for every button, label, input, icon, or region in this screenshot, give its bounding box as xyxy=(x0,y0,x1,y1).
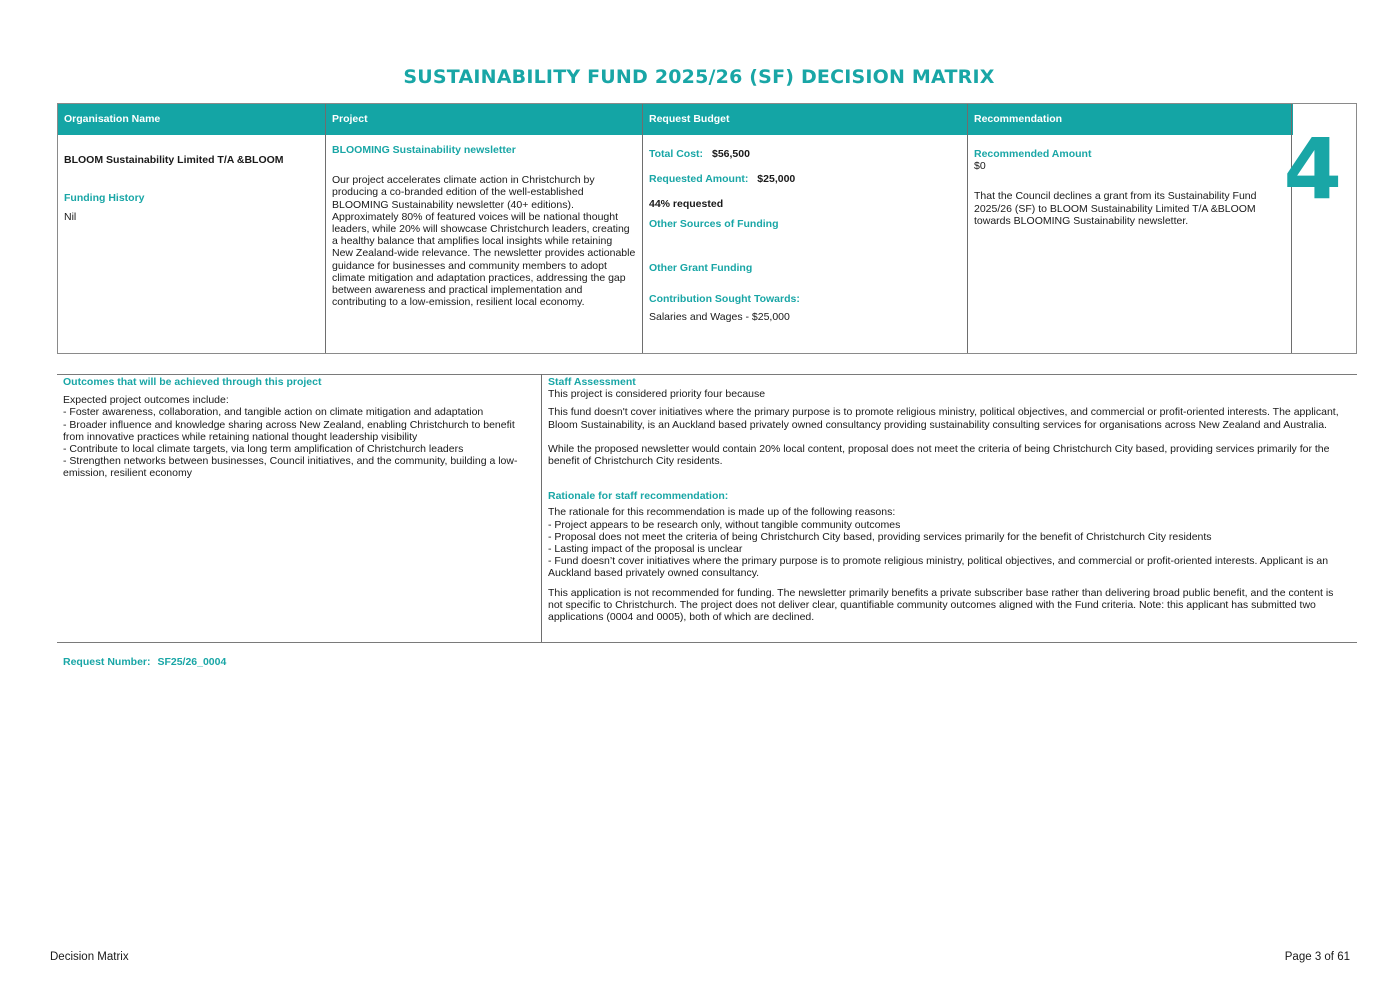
header-organisation: Organisation Name xyxy=(58,104,326,135)
outcomes-intro: Expected project outcomes include: xyxy=(63,394,229,407)
outcomes-panel xyxy=(63,376,531,480)
rationale-item: - Project appears to be research only, without tangible community outcomes xyxy=(548,518,901,531)
outcome-item: - Foster awareness, collaboration, and tangible action on climate mitigation and adaptation xyxy=(63,406,484,419)
page-number: Page 3 of 61 xyxy=(1284,951,1350,963)
organisation-cell xyxy=(58,135,325,353)
funding-history-value: Nil xyxy=(64,211,77,224)
page-title: SUSTAINABILITY FUND 2025/26 (SF) DECISION MATRIX xyxy=(403,66,995,88)
project-description: Our project accelerates climate action in Christchurch by producing a co-branded edition of the well-established BLOOMING Sustainability newsletter (40+ editions). Approximately 80% of featured voices will be national thought leaders, while 20% will showcase Christchurch leaders, creating a healthy balance that amplifies local insights while retaining New Zealand-wide relevance. The newsletter provides actionable guidance for businesses and community members to adopt climate mitigation and adaptation practices, addressing the gap between awareness and practical implementation and contributing to a low-emission, resilient local economy. xyxy=(332,174,636,309)
project-title: BLOOMING Sustainability newsletter xyxy=(332,144,516,156)
assessment-section xyxy=(57,374,1357,642)
requested-amount-value: $25,000 xyxy=(757,173,796,186)
priority-number: 4 xyxy=(1283,120,1342,218)
conclusion-paragraph: This application is not recommended for funding. The newsletter primarily benefits a private subscriber base rather than delivering broad public benefit, and the content is not specific to Christchurch. The project does not deliver clear, quantifiable community outcomes aligned with the Fund criteria. Note: this applicant has submitted two applications (0004 and 0005), both of which are declined. xyxy=(548,586,1334,624)
outcome-item: - Contribute to local climate targets, via long term amplification of Christchurch leaders xyxy=(63,443,464,456)
rationale-heading: Rationale for staff recommendation: xyxy=(548,490,729,503)
section-top-border xyxy=(57,374,1357,375)
contribution-value: Salaries and Wages - $25,000 xyxy=(649,311,790,324)
recommendation-cell xyxy=(968,135,1291,353)
outcome-item: - Strengthen networks between businesses, Council initiatives, and the community, building a low-emission, resilient economy xyxy=(63,455,518,480)
budget-cell xyxy=(643,135,967,353)
total-cost-value: $56,500 xyxy=(711,148,750,160)
other-sources-label: Other Sources of Funding xyxy=(649,217,779,230)
project-cell xyxy=(326,135,642,353)
rationale-intro: The rationale for this recommendation is made up of the following reasons: xyxy=(548,506,896,519)
staff-paragraph: This fund doesn't cover initiatives where the primary purpose is to promote religious ministry, political objectives, and commercial or profit-oriented interests. The applicant, Bloom Sustainability, is an Auckland based privately owned consultancy providing sustainability consulting services for organisations across New Zealand and Australia. xyxy=(548,406,1339,431)
organisation-name: BLOOM Sustainability Limited T/A &BLOOM xyxy=(64,154,284,166)
rationale-item: - Fund doesn’t cover initiatives where the primary purpose is to promote religious ministry, political objectives, and commercial or profit-oriented interests. Applicant is an Auckland based privately owned consultancy. xyxy=(548,555,1329,580)
outcome-item: - Broader influence and knowledge sharing across New Zealand, enabling Christchurch to benefit from innovative practices while retaining national thought leadership visibility xyxy=(63,418,515,443)
staff-assessment-panel xyxy=(548,376,1350,623)
header-project: Project xyxy=(326,104,643,135)
recommendation-text: That the Council declines a grant from its Sustainability Fund 2025/26 (SF) to BLOOM Sustainability Limited T/A &BLOOM towards BLOOMING Sustainability newsletter. xyxy=(974,190,1257,227)
section-bottom-border xyxy=(57,642,1357,643)
other-grant-label: Other Grant Funding xyxy=(649,261,753,274)
footer-left: Decision Matrix xyxy=(50,951,129,963)
total-cost-label: Total Cost: xyxy=(649,148,704,160)
priority-line: This project is considered priority four because xyxy=(548,388,766,401)
funding-history-label: Funding History xyxy=(64,192,145,205)
rationale-item: - Proposal does not meet the criteria of being Christchurch City based, providing services primarily for the benefit of Christchurch City residents xyxy=(548,530,1212,543)
rationale-item: - Lasting impact of the proposal is unclear xyxy=(548,543,743,556)
decision-matrix-table xyxy=(57,103,1357,354)
percent-requested: 44% requested xyxy=(649,198,724,211)
header-request-budget: Request Budget xyxy=(643,104,968,135)
staff-paragraph: While the proposed newsletter would contain 20% local content, proposal does not meet the criteria of being Christchurch City based, providing services primarily for the benefit of Christchurch City residents. xyxy=(548,442,1330,468)
header-recommendation: Recommendation xyxy=(968,104,1293,135)
outcomes-heading: Outcomes that will be achieved through this project xyxy=(63,376,322,388)
recommended-amount-value: $0 xyxy=(974,160,986,173)
staff-assessment-heading: Staff Assessment xyxy=(548,376,636,388)
section-divider xyxy=(541,374,542,642)
contribution-label: Contribution Sought Towards: xyxy=(649,293,800,306)
request-number xyxy=(63,656,226,668)
recommended-amount-label: Recommended Amount xyxy=(974,148,1092,160)
request-number-value: SF25/26_0004 xyxy=(157,656,227,668)
requested-amount-label: Requested Amount: xyxy=(649,173,749,186)
request-number-label: Request Number: xyxy=(63,656,151,668)
